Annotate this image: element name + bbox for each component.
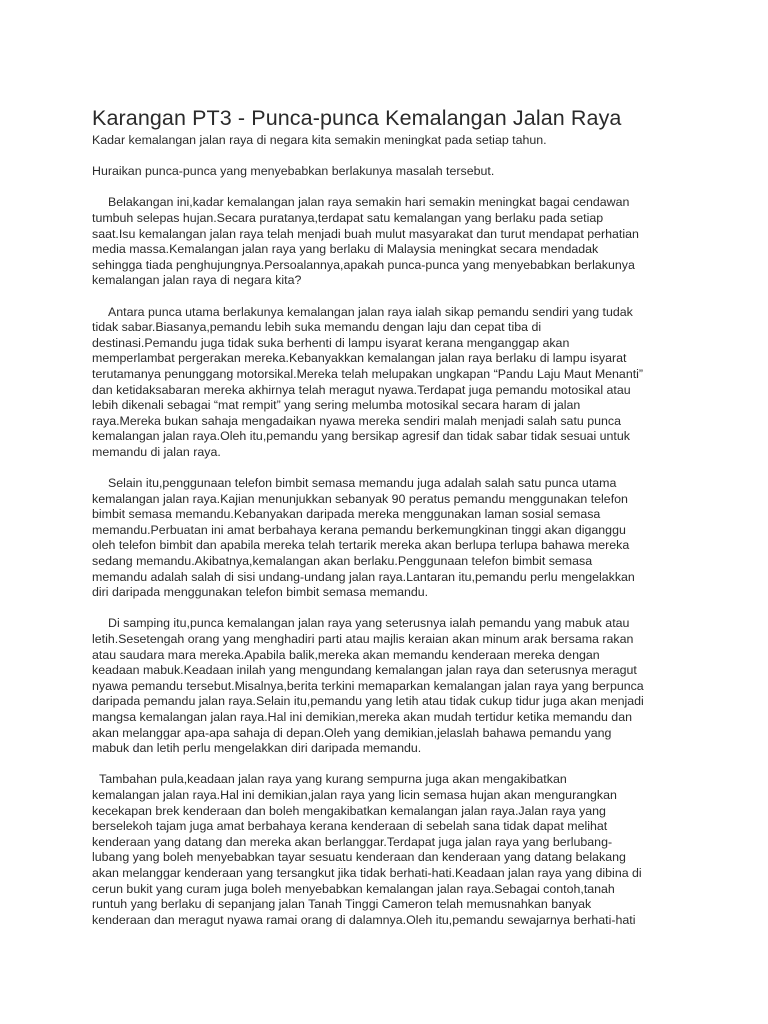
- paragraph-gap: [92, 601, 692, 617]
- paragraph-line: dan ketidaksabaran mereka akhirnya telah meragut nyawa.Terdapat juga pemandu motosikal atau: [92, 382, 631, 397]
- document-body: [92, 133, 692, 928]
- paragraph-4: [92, 616, 692, 756]
- paragraph-line: kemalangan jalan raya.Hal ini demikian,jalan raya yang licin semasa hujan akan mengurangkan: [92, 787, 617, 802]
- paragraph-line: raya.Mereka bukan sahaja mengadaikan nyawa mereka sendiri malah menjadi salah satu punca: [92, 413, 621, 428]
- paragraph-line: Antara punca utama berlakunya kemalangan jalan raya ialah sikap pemandu sendiri yang tudak: [108, 304, 633, 319]
- paragraph-line: mabuk dan letih perlu mengelakkan diri daripada memandu.: [92, 741, 422, 756]
- paragraph-line: sedang memandu.Akibatnya,kemalangan akan berlaku.Penggunaan telefon bimbit semasa: [92, 554, 593, 569]
- paragraph-line: diri daripada menggunakan telefon bimbit semasa memandu.: [92, 585, 429, 600]
- paragraph-line: memperlambat pergerakan mereka.Kebanyakkan kemalangan jalan raya berlaku di lampu isyarat: [92, 351, 627, 366]
- paragraph-line: media massa.Kemalangan jalan raya yang berlaku di Malaysia meningkat secara mendadak: [92, 242, 599, 257]
- paragraph-line: terutamanya penunggang motorsikal.Mereka telah melupakan ungkapan “Pandu Laju Maut Menanti”: [92, 366, 644, 381]
- paragraph-line: saat.Isu kemalangan jalan raya telah menjadi buah mulut masyarakat dan turut mendapat perhatian: [92, 226, 639, 241]
- paragraph-line: Di samping itu,punca kemalangan jalan raya yang seterusnya ialah pemandu yang mabuk atau: [108, 616, 630, 631]
- paragraph-line: atau saudara mara mereka.Apabila balik,mereka akan memandu kenderaan mereka dengan: [92, 647, 600, 662]
- paragraph-line: destinasi.Pemandu juga tidak suka berhenti di lampu isyarat kerana menganggap akan: [92, 335, 570, 350]
- paragraph-line: cerun bukit yang curam juga boleh menyebabkan kemalangan jalan raya.Sebagai contoh,tanah: [92, 881, 615, 896]
- essay-question: Huraikan punca-punca yang menyebabkan berlakunya masalah tersebut.: [92, 164, 495, 179]
- paragraph-line: Selain itu,penggunaan telefon bimbit semasa memandu juga adalah salah satu punca utama: [108, 476, 617, 491]
- paragraph-line: letih.Sesetengah orang yang menghadiri parti atau majlis keraian akan minum arak bersama rakan: [92, 632, 634, 646]
- paragraph-line: kemalangan jalan raya.Kajian menunjukkan sebanyak 90 peratus pemandu menggunakan telefon: [92, 491, 628, 506]
- paragraph-line: akan melanggar kenderaan yang tersangkut jika tidak berhati-hati.Keadaan jalan raya yang dibina di: [92, 865, 642, 880]
- paragraph-line: kenderaan yang datang dan mereka akan berlanggar.Terdapat juga jalan raya yang berlubang-: [92, 834, 613, 849]
- paragraph-line: oleh telefon bimbit dan apabila mereka telah tertarik mereka akan berlupa terlupa bahawa mereka: [92, 538, 630, 553]
- paragraph-line: lebih dikenali sebagai “mat rempit” yang sering melumba motosikal secara haram di jalan: [92, 398, 581, 413]
- paragraph-line: keadaan mabuk.Keadaan inilah yang mengundang kemalangan jalan raya dan seterusnya meragut: [92, 663, 637, 678]
- paragraph-line: daripada pemandu jalan raya.Selain itu,pemandu yang letih atau tidak cukup tidur juga akan menjadi: [92, 694, 644, 709]
- paragraph-line: runtuh yang berlaku di sepanjang jalan Tanah Tinggi Cameron telah memusnahkan banyak: [92, 897, 592, 912]
- paragraph-line: memandu.Perbuatan ini amat berbahaya kerana pemandu berkemungkinan tinggi akan diganggu: [92, 522, 626, 537]
- paragraph-line: memandu di jalan raya.: [92, 444, 221, 459]
- document-subtitle: Kadar kemalangan jalan raya di negara kita semakin meningkat pada setiap tahun.: [92, 133, 547, 147]
- paragraph-line: nyawa pemandu tersebut.Misalnya,berita terkini memaparkan kemalangan jalan raya yang berpunca: [92, 678, 644, 693]
- paragraph-line: memandu adalah salah di sisi undang-undang jalan raya.Lantaran itu,pemandu perlu mengelakkan: [92, 569, 635, 584]
- paragraph-3: [92, 476, 692, 601]
- paragraph-line: tumbuh selepas hujan.Secara puratanya,terdapat satu kemalangan yang berlaku pada setiap: [92, 210, 604, 225]
- paragraph-line: kecekapan brek kenderaan dan boleh mengakibatkan kemalangan jalan raya.Jalan raya yang: [92, 803, 606, 818]
- paragraph-2: [92, 305, 692, 461]
- paragraph-line: Tambahan pula,keadaan jalan raya yang kurang sempurna juga akan mengakibatkan: [99, 772, 567, 787]
- paragraph-line: sehingga tiada penghujungnya.Persoalannya,apakah punca-punca yang menyebabkan berlakunya: [92, 257, 635, 272]
- paragraph-line: kemalangan jalan raya di negara kita?: [92, 273, 302, 288]
- document-title: Karangan PT3 - Punca-punca Kemalangan Jalan Raya: [92, 106, 622, 130]
- paragraph-line: mangsa kemalangan jalan raya.Hal ini demikian,mereka akan mudah tertidur ketika memandu dan: [92, 709, 632, 724]
- paragraph-line: lubang yang boleh menyebabkan tayar sesuatu kenderaan dan kenderaan yang datang belakang: [92, 850, 626, 865]
- paragraph-gap: [92, 460, 692, 476]
- paragraph-line: kemalangan jalan raya.Oleh itu,pemandu yang bersikap agresif dan tidak sabar tidak sesuai untuk: [92, 429, 630, 444]
- paragraph-gap: [92, 149, 692, 165]
- paragraph-1: [92, 195, 692, 289]
- paragraph-5: [92, 772, 692, 928]
- paragraph-line: tidak sabar.Biasanya,pemandu lebih suka memandu dengan laju dan cepat tiba di: [92, 320, 542, 335]
- paragraph-line: bimbit semasa memandu.Kebanyakan daripada mereka menggunakan laman sosial semasa: [92, 507, 601, 522]
- paragraph-line: kenderaan dan meragut nyawa ramai orang di dalamnya.Oleh itu,pemandu sewajarnya berhati-hati: [92, 912, 636, 927]
- paragraph-gap: [92, 757, 692, 773]
- paragraph-line: berselekoh tajam juga amat berbahaya kerana kenderaan di sebelah sana tidak dapat melihat: [92, 819, 608, 834]
- document-page: [92, 103, 692, 928]
- paragraph-gap: [92, 289, 692, 305]
- paragraph-line: Belakangan ini,kadar kemalangan jalan raya semakin hari semakin meningkat bagai cendawan: [108, 195, 630, 210]
- paragraph-gap: [92, 180, 692, 196]
- paragraph-line: akan melanggar apa-apa sahaja di depan.Oleh yang demikian,jelaslah bahawa pemandu yang: [92, 725, 612, 740]
